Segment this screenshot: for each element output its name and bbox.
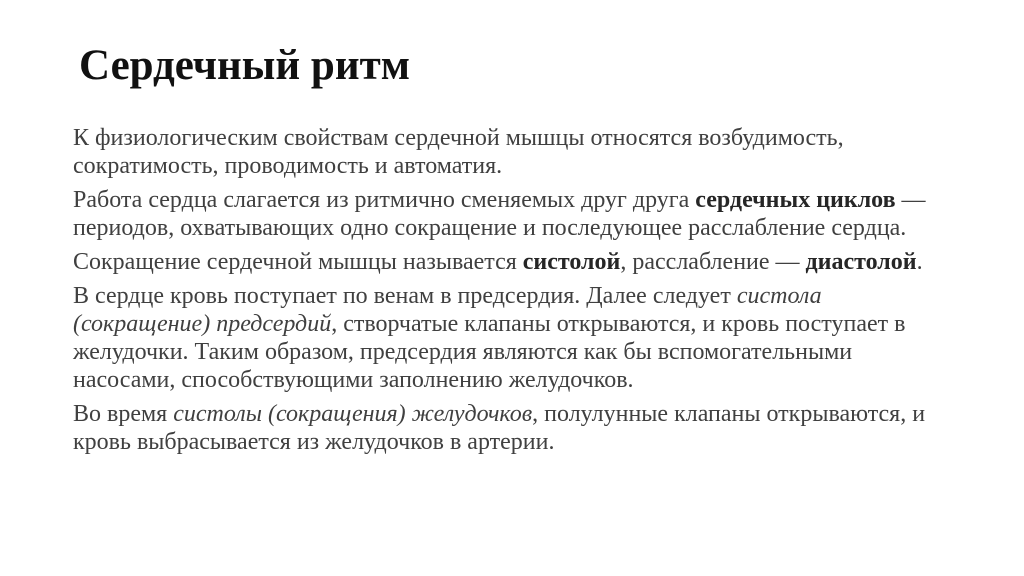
slide-title: Сердечный ритм: [79, 42, 411, 89]
paragraph-text: .: [916, 249, 923, 275]
term-atrial-systole: систола (сокращение) предсердий: [73, 283, 822, 337]
paragraph-text: — периодов, охватывающих одно сокращение и последующее расслабление сердца.: [73, 187, 926, 241]
paragraph-text: , расслабление —: [620, 249, 806, 275]
slide-body: [73, 124, 953, 462]
paragraph-text: , створчатые клапаны открываются, и кровь поступает в желудочки. Таким образом, предсердия являются как бы вспомогательными насосами, способствующими заполнению желудочков.: [73, 311, 906, 393]
paragraph-properties: [73, 124, 953, 180]
term-systole: систолой: [522, 249, 621, 275]
term-ventricular-systole: систолы (сокращения) желудочков: [173, 401, 533, 427]
term-cardiac-cycles: сердечных циклов: [695, 187, 896, 213]
paragraph-text: , полулунные клапаны открываются, и кровь выбрасывается из желудочков в артерии.: [73, 401, 926, 455]
paragraph-text: Во время: [73, 401, 174, 427]
paragraph-atrial-systole: [73, 282, 953, 394]
paragraph-text: К физиологическим свойствам сердечной мышцы относятся возбудимость, сократимость, проводимость и автоматия.: [73, 125, 844, 179]
paragraph-ventricular-systole: [73, 400, 953, 456]
paragraph-cardiac-cycle: [73, 186, 953, 242]
term-diastole: диастолой: [805, 249, 917, 275]
paragraph-text: Сокращение сердечной мышцы называется: [73, 249, 523, 275]
paragraph-systole-diastole: [73, 248, 953, 276]
paragraph-text: В сердце кровь поступает по венам в предсердия. Далее следует: [73, 283, 737, 309]
paragraph-text: Работа сердца слагается из ритмично сменяемых друг друга: [73, 187, 696, 213]
